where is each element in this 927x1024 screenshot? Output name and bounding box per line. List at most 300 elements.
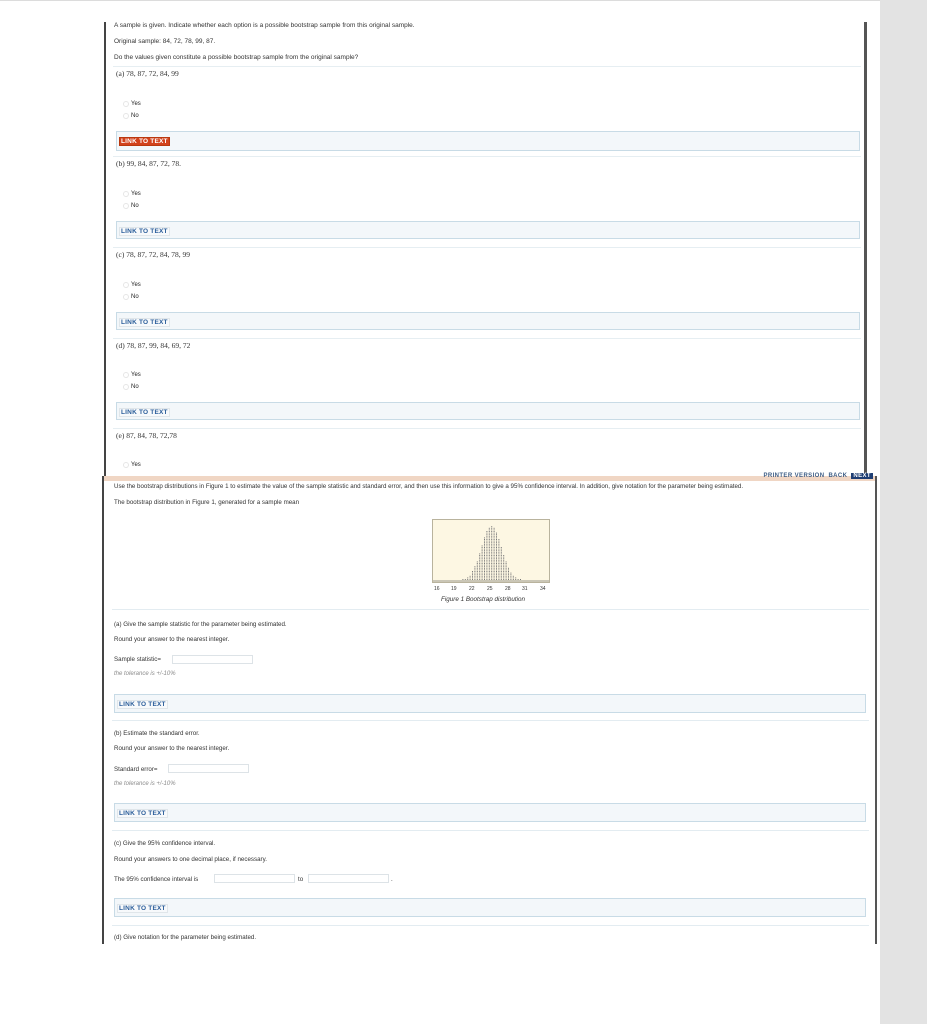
dotplot-dot (489, 550, 490, 551)
dotplot-dot (479, 555, 480, 556)
ci-to-label: to (298, 876, 304, 883)
dotplot-dot (491, 568, 492, 569)
dotplot-dot (489, 549, 490, 550)
printer-version-link[interactable]: PRINTER VERSION (763, 473, 825, 479)
dotplot-dot (491, 560, 492, 561)
dotplot-dot (479, 566, 480, 567)
dotplot-dot (491, 545, 492, 546)
tick-label: 25 (487, 586, 493, 592)
tick-label: 22 (469, 586, 475, 592)
dotplot-dot (501, 577, 502, 578)
dotplot-dot (482, 574, 483, 575)
dotplot-dot (486, 565, 487, 566)
dotplot-dot (470, 579, 471, 580)
dotplot-dot (503, 565, 504, 566)
dotplot-dot (486, 547, 487, 548)
dotplot-dot (506, 571, 507, 572)
dotplot-dot (484, 553, 485, 554)
dotplot-dot (494, 528, 495, 529)
dotplot-dot (479, 561, 480, 562)
link-to-text-button[interactable]: LINK TO TEXT (121, 409, 168, 416)
dotplot-dot (489, 561, 490, 562)
dotplot-dot (491, 542, 492, 543)
option-no[interactable]: No (123, 113, 139, 119)
dotplot-dot (489, 533, 490, 534)
page-right-border (864, 22, 867, 482)
dotplot-dot (474, 571, 475, 572)
dotplot-dot (491, 553, 492, 554)
part-a-round: Round your answer to the nearest integer. (114, 636, 230, 643)
dotplot-dot (467, 577, 468, 578)
dotplot-dot (489, 534, 490, 535)
dotplot-dot (498, 549, 499, 550)
ci-lower-input[interactable] (214, 874, 295, 883)
dotplot-dot (496, 539, 497, 540)
dotplot-dot (482, 568, 483, 569)
dotplot-dot (496, 550, 497, 551)
dotplot-dot (496, 565, 497, 566)
dotplot-dot (482, 576, 483, 577)
dotplot-dot (494, 566, 495, 567)
dotplot-dot (486, 557, 487, 558)
dotplot-dot (491, 536, 492, 537)
dotplot-dot (501, 552, 502, 553)
dotplot-dot (479, 568, 480, 569)
dotplot-dot (479, 553, 480, 554)
dotplot-dot (496, 545, 497, 546)
dotplot-dot (489, 568, 490, 569)
dotplot-dot (491, 549, 492, 550)
question-e (113, 428, 861, 479)
dotplot-dot (486, 561, 487, 562)
dotplot-dot (489, 545, 490, 546)
dotplot-dot (506, 561, 507, 562)
dotplot-dot (496, 576, 497, 577)
dotplot-dot (482, 566, 483, 567)
link-bar (116, 402, 860, 420)
dotplot-dot (486, 539, 487, 540)
dotplot-dot (486, 533, 487, 534)
dotplot-dot (496, 566, 497, 567)
dotplot-dot (494, 565, 495, 566)
dotplot-dot (489, 536, 490, 537)
dotplot-dot (496, 569, 497, 570)
dotplot-dot (482, 550, 483, 551)
dotplot-dot (494, 529, 495, 530)
dotplot-dot (482, 561, 483, 562)
question-d (113, 338, 861, 403)
dotplot-dot (498, 566, 499, 567)
dotplot-dot (503, 566, 504, 567)
back-link[interactable]: BACK (828, 473, 848, 479)
dotplot-dot (494, 553, 495, 554)
dotplot-dot (489, 539, 490, 540)
dotplot-dot (501, 566, 502, 567)
dotplot-dot (515, 579, 516, 580)
dotplot-dot (496, 557, 497, 558)
dotplot-dot (494, 555, 495, 556)
dotplot-dot (477, 576, 478, 577)
ci-upper-input[interactable] (308, 874, 389, 883)
dotplot-dot (506, 568, 507, 569)
dotplot-svg (433, 520, 549, 582)
dotplot-dot (482, 577, 483, 578)
dotplot-dot (496, 577, 497, 578)
dotplot-dot (496, 553, 497, 554)
dotplot-dot (501, 565, 502, 566)
dotplot-dot (477, 571, 478, 572)
dotplot-dot (477, 577, 478, 578)
dotplot-dot (494, 576, 495, 577)
dotplot-dot (482, 549, 483, 550)
dotplot-dot (508, 569, 509, 570)
dotplot-dot (484, 539, 485, 540)
dotplot-dot (494, 544, 495, 545)
option-no[interactable]: No (123, 294, 139, 300)
dotplot-dot (496, 579, 497, 580)
dotplot-dot (494, 533, 495, 534)
option-yes[interactable]: Yes (123, 462, 141, 468)
radio-button[interactable] (123, 191, 129, 197)
dotplot-dot (510, 576, 511, 577)
radio-button[interactable] (123, 113, 129, 119)
dotplot-dot (491, 573, 492, 574)
radio-button[interactable] (123, 203, 129, 209)
dotplot-dot (486, 549, 487, 550)
dotplot-dot (498, 539, 499, 540)
part-d-question: (d) Give notation for the parameter being estimated. (114, 934, 257, 941)
dotplot-dot (496, 571, 497, 572)
figure-caption: Figure 1 Bootstrap distribution (441, 596, 526, 603)
tick-label: 31 (522, 586, 528, 592)
link-bar (116, 312, 860, 330)
link-bar (114, 694, 866, 713)
dotplot-dot (479, 557, 480, 558)
link-to-text-button[interactable]: LINK TO TEXT (121, 319, 168, 326)
dotplot-dot (498, 557, 499, 558)
dotplot-dot (494, 561, 495, 562)
dotplot-dot (496, 560, 497, 561)
dotplot-dot (501, 558, 502, 559)
dotplot-dot (506, 577, 507, 578)
option-no[interactable]: No (123, 384, 139, 390)
option-yes[interactable]: Yes (123, 191, 141, 197)
dotplot-dot (486, 542, 487, 543)
dotplot-dot (498, 577, 499, 578)
dotplot-dot (501, 557, 502, 558)
dotplot-dot (474, 568, 475, 569)
dotplot-dot (479, 579, 480, 580)
dotplot-dot (506, 579, 507, 580)
next-button[interactable]: NEXT (853, 473, 871, 479)
dotplot-dot (479, 563, 480, 564)
dotplot-dot (491, 534, 492, 535)
dotplot-dot (506, 573, 507, 574)
dotplot-dot (494, 577, 495, 578)
tolerance-note: the tolerance is +/-10% (114, 781, 176, 787)
question-label: (a) 78, 87, 72, 84, 99 (116, 69, 179, 78)
link-bar (114, 898, 866, 917)
dotplot-dot (508, 571, 509, 572)
dotplot-dot (498, 552, 499, 553)
dotplot-dot (472, 576, 473, 577)
link-to-text-button[interactable]: LINK TO TEXT (119, 810, 166, 817)
dotplot-dot (501, 576, 502, 577)
dotplot-dot (489, 558, 490, 559)
dotplot-dot (496, 549, 497, 550)
dotplot-dot (472, 571, 473, 572)
dotplot-dot (489, 555, 490, 556)
dotplot-dot (482, 553, 483, 554)
dotplot-dot (510, 579, 511, 580)
dotplot-dot (496, 542, 497, 543)
dotplot-dot (494, 542, 495, 543)
dotplot-dot (477, 563, 478, 564)
dotplot-dot (462, 579, 463, 580)
dotplot-dot (508, 573, 509, 574)
dotplot-dot (491, 539, 492, 540)
dotplot-dot (498, 563, 499, 564)
dotplot-dot (491, 557, 492, 558)
dotplot-dot (486, 552, 487, 553)
dotplot-dot (486, 544, 487, 545)
part-a-question: (a) Give the sample statistic for the parameter being estimated. (114, 621, 287, 628)
option-yes[interactable]: Yes (123, 101, 141, 107)
dotplot-dot (494, 547, 495, 548)
dotplot-dot (508, 568, 509, 569)
dotplot-dot (472, 574, 473, 575)
dotplot-dot (491, 533, 492, 534)
dotplot-dot (491, 577, 492, 578)
dotplot-dot (484, 542, 485, 543)
dotplot-dot (501, 547, 502, 548)
sample-statistic-input[interactable] (172, 655, 253, 664)
dotplot-dot (486, 555, 487, 556)
dotplot-dot (494, 531, 495, 532)
dotplot-dot (496, 561, 497, 562)
dotplot-dot (510, 577, 511, 578)
dotplot-dot (486, 541, 487, 542)
dotplot-dot (477, 561, 478, 562)
dotplot-dot (496, 573, 497, 574)
question-page-1 (104, 16, 866, 478)
dotplot-dot (491, 571, 492, 572)
link-to-text-button[interactable]: LINK TO TEXT (121, 228, 168, 235)
radio-button[interactable] (123, 294, 129, 300)
dotplot-dot (482, 552, 483, 553)
dotplot-dot (474, 569, 475, 570)
link-bar (116, 221, 860, 239)
dotplot-dot (472, 573, 473, 574)
radio-button[interactable] (123, 101, 129, 107)
dotplot-dot (486, 545, 487, 546)
dotplot-dot (496, 536, 497, 537)
dotplot-dot (484, 547, 485, 548)
page-left-border (104, 22, 106, 482)
question-c (113, 247, 861, 312)
dotplot-dot (494, 541, 495, 542)
dotplot-dot (489, 574, 490, 575)
standard-error-label: Standard error= (114, 766, 158, 773)
page-nav (763, 473, 873, 479)
question-label: (c) 78, 87, 72, 84, 78, 99 (116, 250, 190, 259)
dotplot-dot (489, 553, 490, 554)
dotplot-dot (491, 574, 492, 575)
question-label: (d) 78, 87, 99, 84, 69, 72 (116, 341, 191, 350)
intro-text: Use the bootstrap distributions in Figure 1 to estimate the value of the sample statistic and standard error, and then use this information to give a 95% confidence interval. In addition, give notation for the parameter being estimated. (114, 483, 744, 490)
dotplot-dot (501, 574, 502, 575)
dotplot-dot (474, 573, 475, 574)
dotplot-dot (484, 544, 485, 545)
dotplot-dot (494, 545, 495, 546)
dotplot-dot (491, 565, 492, 566)
part-c-round: Round your answers to one decimal place, if necessary. (114, 856, 267, 863)
dotplot-dot (503, 563, 504, 564)
dotplot-dot (486, 534, 487, 535)
dotplot-dot (494, 573, 495, 574)
dotplot-dot (477, 566, 478, 567)
dotplot-dot (496, 568, 497, 569)
dotplot-dot (482, 557, 483, 558)
dotplot-dot (506, 565, 507, 566)
radio-button[interactable] (123, 282, 129, 288)
dotplot-dot (515, 577, 516, 578)
standard-error-input[interactable] (168, 764, 249, 773)
dotplot-dot (496, 563, 497, 564)
dotplot-dot (486, 571, 487, 572)
link-to-text-button[interactable]: LINK TO TEXT (121, 138, 168, 145)
part-b-round: Round your answer to the nearest integer. (114, 745, 230, 752)
link-to-text-button[interactable]: LINK TO TEXT (119, 905, 166, 912)
option-no[interactable]: No (123, 203, 139, 209)
dotplot-dot (491, 537, 492, 538)
dotplot-dot (484, 568, 485, 569)
dotplot-dot (484, 577, 485, 578)
dotplot-dot (494, 571, 495, 572)
part-b-question: (b) Estimate the standard error. (114, 730, 200, 737)
radio-button[interactable] (123, 462, 129, 468)
dotplot-dot (486, 574, 487, 575)
dotplot-dot (489, 563, 490, 564)
dotplot-dot (489, 557, 490, 558)
tolerance-note: the tolerance is +/-10% (114, 671, 176, 677)
dotplot-dot (486, 566, 487, 567)
dotplot-dot (498, 560, 499, 561)
dotplot-dot (491, 566, 492, 567)
dotplot-dot (498, 542, 499, 543)
dotplot-dot (482, 573, 483, 574)
dotplot-dot (484, 569, 485, 570)
link-bar (116, 131, 860, 151)
dotplot-dot (518, 579, 519, 580)
question-label: (e) 87, 84, 78, 72,78 (116, 431, 177, 440)
dotplot-dot (496, 533, 497, 534)
dotplot-dot (489, 573, 490, 574)
dotplot-dot (491, 552, 492, 553)
top-divider (0, 0, 880, 1)
dotplot-dot (489, 577, 490, 578)
dotplot-dot (484, 574, 485, 575)
dotplot-dot (498, 545, 499, 546)
dotplot-dot (489, 541, 490, 542)
dotplot-dot (506, 569, 507, 570)
dotplot-dot (479, 560, 480, 561)
dotplot-dot (474, 579, 475, 580)
dotplot-dot (486, 569, 487, 570)
dotplot-dot (484, 561, 485, 562)
dotplot-dot (484, 549, 485, 550)
dotplot-dot (513, 576, 514, 577)
part-c (112, 830, 869, 905)
dotplot-dot (479, 573, 480, 574)
dotplot-dot (491, 563, 492, 564)
dotplot-dot (486, 537, 487, 538)
dotplot-dot (486, 579, 487, 580)
dotplot-dot (484, 579, 485, 580)
dotplot-dot (503, 558, 504, 559)
radio-button[interactable] (123, 384, 129, 390)
dotplot-dot (498, 555, 499, 556)
dotplot-dot (503, 576, 504, 577)
dotplot-dot (491, 555, 492, 556)
dotplot-dot (501, 569, 502, 570)
dotplot-dot (494, 574, 495, 575)
dotplot-dot (508, 577, 509, 578)
link-to-text-button[interactable]: LINK TO TEXT (119, 701, 166, 708)
dotplot-dot (506, 563, 507, 564)
dotplot-dot (494, 537, 495, 538)
ci-period: . (391, 876, 393, 883)
question-b (113, 156, 861, 221)
dotplot-dot (496, 537, 497, 538)
dotplot-dot (498, 573, 499, 574)
dotplot-dot (470, 577, 471, 578)
dotplot-dot (498, 565, 499, 566)
intro-text: A sample is given. Indicate whether each option is a possible bootstrap sample from this original sample. (114, 22, 415, 29)
dotplot-dot (489, 576, 490, 577)
dotplot-dot (484, 557, 485, 558)
radio-button[interactable] (123, 372, 129, 378)
dotplot-dot (491, 550, 492, 551)
dotplot-dot (503, 557, 504, 558)
dotplot-dot (503, 571, 504, 572)
page-top-band (102, 476, 877, 481)
dotplot-dot (474, 566, 475, 567)
dotplot-dot (474, 576, 475, 577)
dotplot-dot (501, 561, 502, 562)
dotplot-dot (482, 560, 483, 561)
dotplot-dot (479, 574, 480, 575)
dotplot-dot (482, 579, 483, 580)
dotplot-dot (477, 565, 478, 566)
dotplot-dot (479, 577, 480, 578)
dotplot-dot (489, 531, 490, 532)
dotplot-dot (489, 552, 490, 553)
question-page-2 (102, 473, 877, 946)
dotplot-dot (472, 579, 473, 580)
option-yes[interactable]: Yes (123, 282, 141, 288)
dotplot-dot (477, 574, 478, 575)
dotplot-dot (484, 541, 485, 542)
dotplot-dot (496, 558, 497, 559)
dotplot-dot (484, 545, 485, 546)
dotplot-dot (491, 569, 492, 570)
dotplot-dot (498, 574, 499, 575)
option-yes[interactable]: Yes (123, 372, 141, 378)
dotplot-dot (501, 563, 502, 564)
dotplot-dot (510, 574, 511, 575)
dotplot-dot (489, 566, 490, 567)
